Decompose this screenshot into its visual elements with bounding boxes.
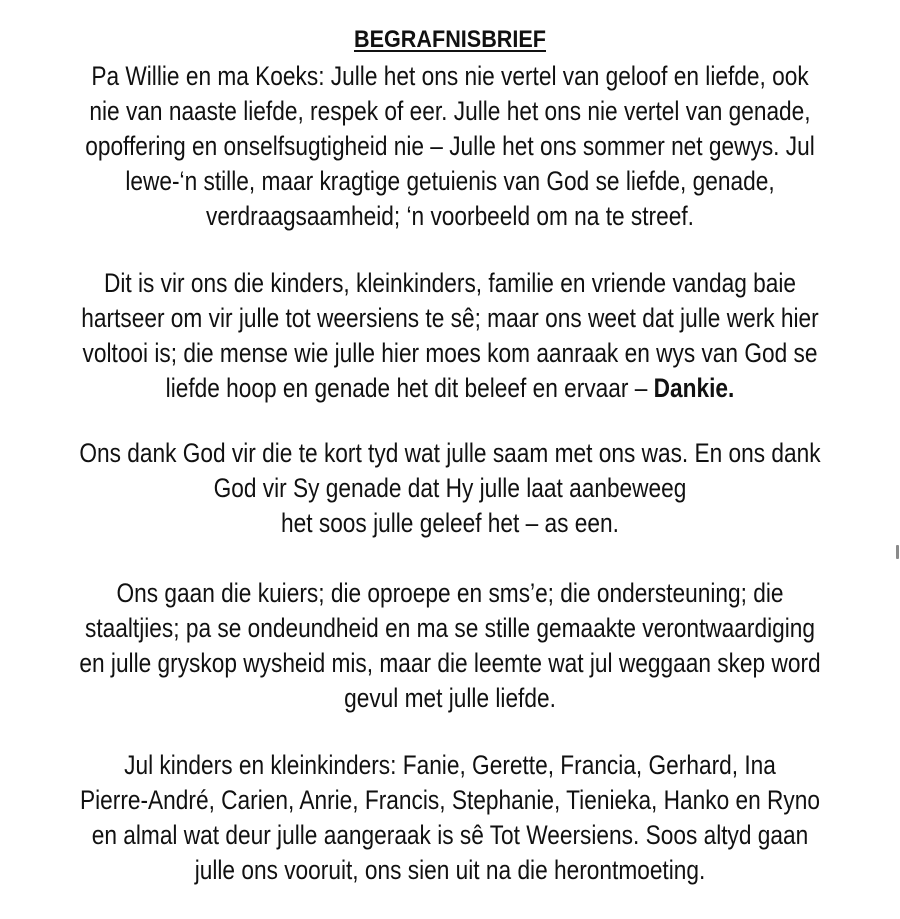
text-line: Ons gaan die kuiers; die oproepe en sms’e; die ondersteuning; die (116, 578, 784, 608)
text-line: staaltjies; pa se ondeundheid en ma se stille gemaakte verontwaardiging (84, 613, 815, 643)
text-line: God vir Sy genade dat Hy julle laat aanbeweeg (213, 473, 687, 503)
text-line: Ons dank God vir die te kort tyd wat julle saam met ons was. En ons dank (79, 438, 821, 468)
text-line: Pa Willie en ma Koeks: Julle het ons nie vertel van geloof en liefde, ook (91, 61, 809, 91)
text-line: gevul met julle liefde. (344, 683, 556, 713)
text-line: verdraagsaamheid; ‘n voorbeeld om na te streef. (206, 201, 694, 231)
text-line: julle ons vooruit, ons sien uit na die herontmoeting. (194, 855, 706, 885)
text-line: Pierre-André, Carien, Anrie, Francis, Stephanie, Tienieka, Hanko en Ryno (79, 785, 821, 815)
bold-thanks: Dankie. (653, 373, 735, 403)
letter-title: BEGRAFNISBRIEF (353, 26, 547, 53)
text-line: en julle gryskop wysheid mis, maar die leemte wat jul weggaan skep word (79, 648, 821, 678)
text-line: nie van naaste liefde, respek of eer. Julle het ons nie vertel van genade, (89, 96, 811, 126)
text-line: voltooi is; die mense wie julle hier moes kom aanraak en wys van God se (82, 338, 818, 368)
text-line: Jul kinders en kleinkinders: Fanie, Gerette, Francia, Gerhard, Ina (124, 750, 776, 780)
text-line: opoffering en onselfsugtigheid nie – Julle het ons sommer net gewys. Jul (85, 131, 815, 161)
paragraph-thanks-god (0, 436, 900, 541)
paragraph-memories (0, 576, 900, 716)
text-line-final (72, 371, 828, 406)
scan-mark (896, 545, 899, 559)
paragraph-farewell (0, 266, 900, 406)
paragraph-gratitude (0, 59, 900, 234)
text-line: en almal wat deur julle aangeraak is sê Tot Weersiens. Soos altyd gaan (91, 820, 809, 850)
paragraph-signatories (0, 748, 900, 888)
text-line: het soos julle geleef het – as een. (281, 508, 619, 538)
text-line: lewe-‘n stille, maar kragtige getuienis van God se liefde, genade, (125, 166, 775, 196)
text-line: Dit is vir ons die kinders, kleinkinders, familie en vriende vandag baie (103, 268, 797, 298)
text-fragment: liefde hoop en genade het dit beleef en ervaar – (165, 373, 654, 403)
text-line: hartseer om vir julle tot weersiens te sê; maar ons weet dat julle werk hier (81, 303, 819, 333)
